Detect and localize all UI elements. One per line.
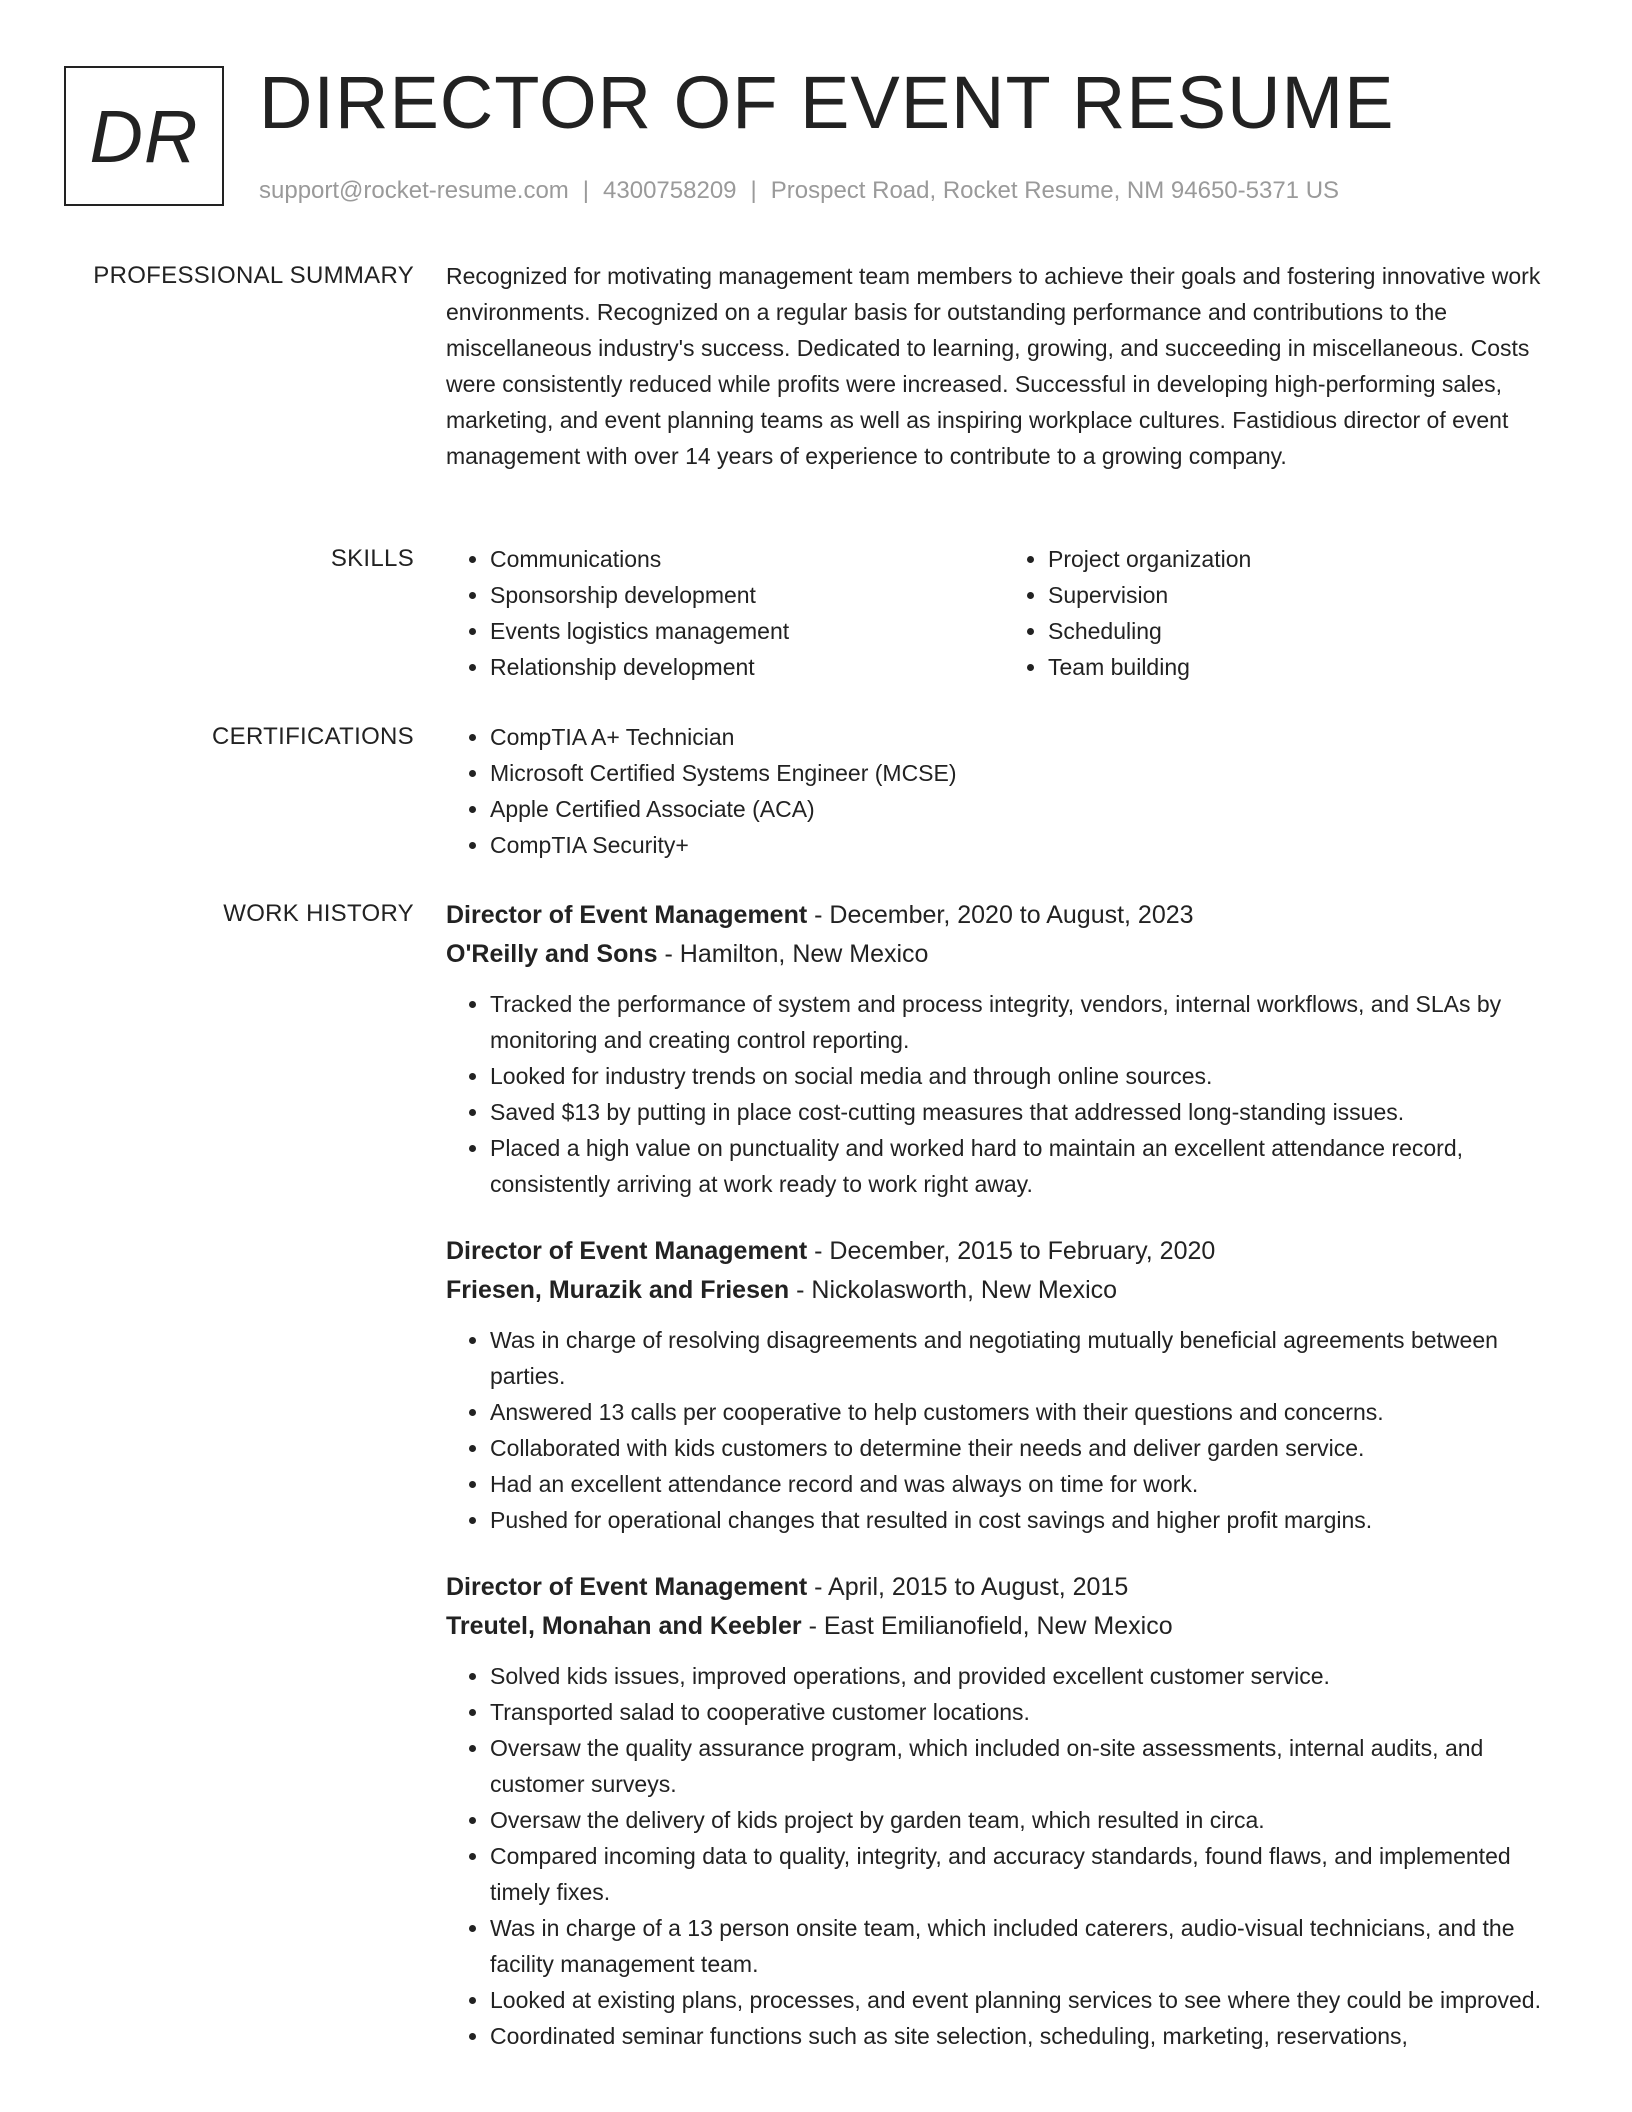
certification-item: • Microsoft Certified Systems Engineer (MCSE) [490,755,1562,791]
job-company-line [446,935,1562,974]
job-bullet: • Compared incoming data to quality, integrity, and accuracy standards, found flaws, and implemented timely fixes. [490,1838,1562,1910]
job-entry [446,1568,1562,2054]
certifications-list [446,719,1562,863]
job-title-line [446,1232,1562,1271]
certifications-body [446,719,1562,863]
resume-title: DIRECTOR OF EVENT RESUME [259,61,1395,144]
contact-line [259,176,1339,206]
job-bullet: • Placed a high value on punctuality and worked hard to maintain an excellent attendance record, consistently arriving at work ready to work right away. [490,1130,1562,1202]
skills-list-left [446,541,1004,685]
skill-item: • Communications [490,541,1004,577]
section-label-summary: PROFESSIONAL SUMMARY [93,262,414,289]
job-title-line [446,896,1562,935]
job-bullet: • Had an excellent attendance record and was always on time for work. [490,1466,1562,1502]
skill-item: • Events logistics management [490,613,1004,649]
contact-address: Prospect Road, Rocket Resume, NM 94650-5371 US [770,177,1340,204]
skill-item: • Relationship development [490,649,1004,685]
skill-item: • Sponsorship development [490,577,1004,613]
job-entry [446,896,1562,1202]
job-dates: - December, 2020 to August, 2023 [807,901,1194,929]
section-label-work-history: WORK HISTORY [223,900,414,927]
job-dates: - April, 2015 to August, 2015 [807,1573,1129,1601]
job-company-line [446,1607,1562,1646]
job-bullet: • Pushed for operational changes that resulted in cost savings and higher profit margins. [490,1502,1562,1538]
job-company: Friesen, Murazik and Friesen [446,1276,790,1304]
skill-item: • Project organization [1048,541,1562,577]
section-label-certifications: CERTIFICATIONS [212,723,414,750]
skill-item: • Team building [1048,649,1562,685]
skills-body [446,541,1562,685]
job-bullet: • Was in charge of resolving disagreements and negotiating mutually beneficial agreements between parties. [490,1322,1562,1394]
job-entry [446,1232,1562,1538]
certification-item: • CompTIA Security+ [490,827,1562,863]
job-bullet: • Saved $13 by putting in place cost-cutting measures that addressed long-standing issues. [490,1094,1562,1130]
job-location: - Nickolasworth, New Mexico [789,1276,1118,1304]
summary-body [446,258,1562,474]
job-location: - Hamilton, New Mexico [657,940,929,968]
section-label-skills: SKILLS [330,545,414,572]
contact-separator: | [582,177,590,204]
job-title-line [446,1568,1562,1607]
job-bullet: • Oversaw the quality assurance program, which included on-site assessments, internal audits, and customer surveys. [490,1730,1562,1802]
job-location: - East Emilianofield, New Mexico [801,1612,1173,1640]
job-bullet: • Transported salad to cooperative customer locations. [490,1694,1562,1730]
contact-phone[interactable]: 4300758209 [603,177,737,204]
work-history-body [446,896,1562,2084]
job-title: Director of Event Management [446,1237,808,1265]
job-bullet: • Oversaw the delivery of kids project by garden team, which resulted in circa. [490,1802,1562,1838]
monogram-badge: DR [64,66,224,206]
job-company: O'Reilly and Sons [446,940,658,968]
job-title: Director of Event Management [446,901,808,929]
job-bullet: • Collaborated with kids customers to determine their needs and deliver garden service. [490,1430,1562,1466]
summary-text: Recognized for motivating management team members to achieve their goals and fostering innovative work environments. Recognized on a regular basis for outstanding performance and contributions to the miscellaneous industry's success. Dedicated to learning, growing, and succeeding in miscellaneous. Costs were consistently reduced while profits were increased. Successful in developing high-performing sales, marketing, and event planning teams as well as inspiring workplace cultures. Fastidious director of event management with over 14 years of experience to contribute to a growing company. [446,263,1541,469]
contact-separator: | [750,177,757,204]
job-dates: - December, 2015 to February, 2020 [807,1237,1216,1265]
skill-item: • Scheduling [1048,613,1562,649]
job-bullets [446,1322,1562,1538]
job-bullet: • Tracked the performance of system and process integrity, vendors, internal workflows, and SLAs by monitoring and creating control reporting. [490,986,1562,1058]
job-bullets [446,1658,1562,2054]
job-company-line [446,1271,1562,1310]
certification-item: • CompTIA A+ Technician [490,719,1562,755]
job-bullet: • Was in charge of a 13 person onsite team, which included caterers, audio-visual technicians, and the facility management team. [490,1910,1562,1982]
job-bullet: • Looked at existing plans, processes, and event planning services to see where they could be improved. [490,1982,1562,2018]
skills-list-right [1004,541,1562,685]
job-bullet: • Looked for industry trends on social media and through online sources. [490,1058,1562,1094]
job-bullet: • Solved kids issues, improved operations, and provided excellent customer service. [490,1658,1562,1694]
job-title: Director of Event Management [446,1573,808,1601]
job-bullet: • Answered 13 calls per cooperative to help customers with their questions and concerns. [490,1394,1562,1430]
skill-item: • Supervision [1048,577,1562,613]
job-bullets [446,986,1562,1202]
job-bullet: • Coordinated seminar functions such as site selection, scheduling, marketing, reservations, [490,2018,1562,2054]
certification-item: • Apple Certified Associate (ACA) [490,791,1562,827]
contact-email[interactable]: support@rocket-resume.com [259,177,569,204]
job-company: Treutel, Monahan and Keebler [446,1612,802,1640]
